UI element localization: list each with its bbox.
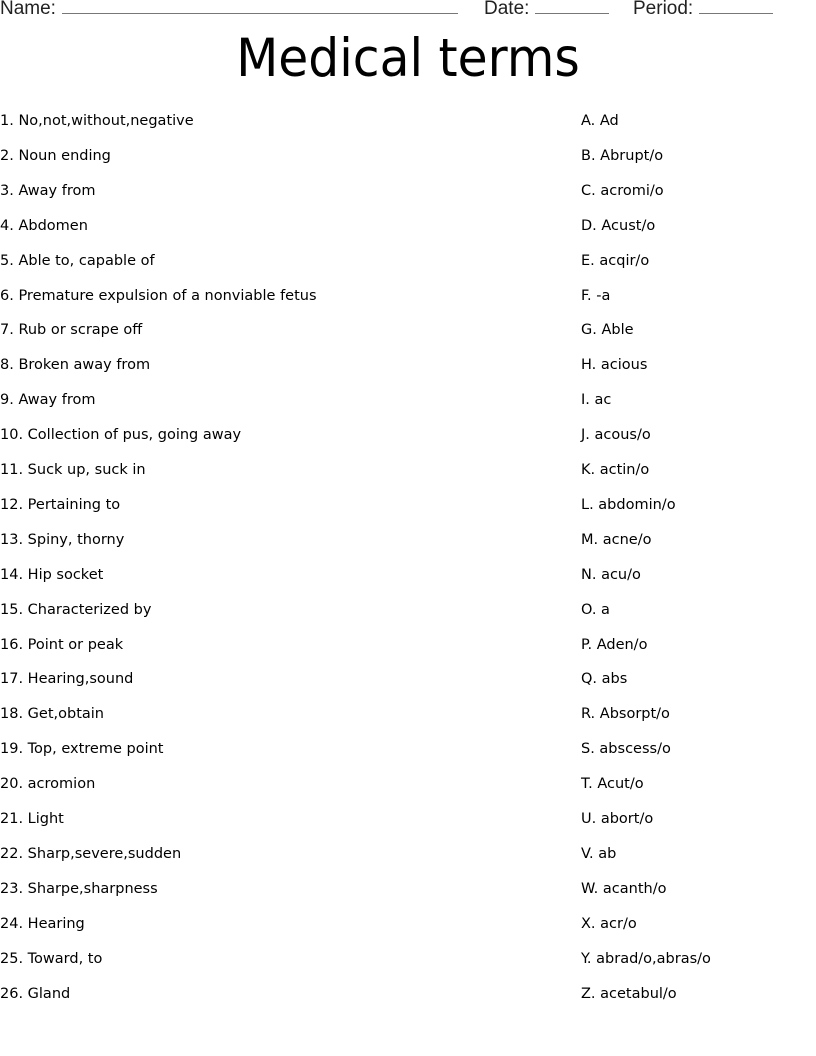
answer-item: U. abort/o (581, 811, 654, 827)
clue-item: 18. Get,obtain (0, 706, 104, 723)
answer-item: E. acqir/o (581, 252, 650, 269)
clue-item: 21. Light (0, 811, 64, 827)
answer-item: T. Acut/o (581, 776, 644, 793)
answer-item: F. -a (581, 287, 611, 304)
clue-item: 16. Point or peak (0, 636, 124, 653)
clue-item: 7. Rub or scrape off (0, 322, 143, 339)
answer-item: G. Able (581, 322, 634, 339)
clue-item: 24. Hearing (0, 915, 85, 932)
answer-item: N. acu/o (581, 566, 641, 583)
answer-item: M. acne/o (581, 531, 652, 548)
clue-item: 12. Pertaining to (0, 496, 121, 513)
period-blank[interactable] (699, 0, 773, 14)
answer-item: C. acromi/o (581, 182, 664, 199)
date-label: Date: (484, 0, 530, 19)
answer-item: P. Aden/o (581, 636, 648, 653)
name-label: Name: (0, 0, 56, 19)
date-field[interactable] (484, 0, 609, 20)
clue-item: 6. Premature expulsion of a nonviable fetus (0, 287, 317, 304)
answer-item: J. acous/o (581, 427, 651, 444)
period-label: Period: (633, 0, 694, 19)
name-blank[interactable] (62, 0, 458, 14)
answer-item: R. Absorpt/o (581, 706, 670, 723)
clue-item: 26. Gland (0, 985, 71, 1002)
answer-item: W. acanth/o (581, 880, 667, 897)
answer-item: D. Acust/o (581, 217, 656, 234)
clue-item: 14. Hip socket (0, 566, 104, 583)
answer-item: V. ab (581, 845, 617, 862)
clue-item: 23. Sharpe,sharpness (0, 880, 158, 897)
clue-item: 13. Spiny, thorny (0, 531, 125, 548)
answer-item: H. acious (581, 357, 648, 374)
clue-item: 2. Noun ending (0, 147, 111, 164)
clue-item: 11. Suck up, suck in (0, 462, 146, 478)
answer-item: B. Abrupt/o (581, 147, 664, 164)
answer-item: Z. acetabul/o (581, 985, 677, 1002)
name-field[interactable] (0, 0, 458, 20)
clue-item: 15. Characterized by (0, 601, 152, 618)
clue-item: 8. Broken away from (0, 357, 151, 374)
answer-item: Q. abs (581, 671, 628, 688)
clue-item: 3. Away from (0, 182, 96, 199)
answer-item: L. abdomin/o (581, 496, 676, 513)
date-blank[interactable] (535, 0, 609, 14)
answer-item: K. actin/o (581, 462, 650, 478)
clue-item: 4. Abdomen (0, 217, 88, 234)
clue-item: 9. Away from (0, 392, 96, 409)
clue-item: 22. Sharp,severe,sudden (0, 845, 182, 862)
answer-item: X. acr/o (581, 915, 637, 932)
clue-item: 20. acromion (0, 776, 96, 793)
clue-item: 5. Able to, capable of (0, 252, 155, 269)
answer-item: A. Ad (581, 113, 619, 129)
clue-item: 10. Collection of pus, going away (0, 427, 242, 444)
answer-item: Y. abrad/o,abras/o (581, 950, 711, 967)
answer-item: I. ac (581, 392, 612, 409)
page-title: Medical terms (236, 28, 580, 89)
clue-item: 17. Hearing,sound (0, 671, 134, 688)
answer-item: S. abscess/o (581, 741, 671, 758)
clue-item: 1. No,not,without,negative (0, 113, 194, 129)
clue-item: 19. Top, extreme point (0, 741, 164, 758)
clue-item: 25. Toward, to (0, 950, 103, 967)
answer-item: O. a (581, 601, 610, 618)
period-field[interactable] (633, 0, 773, 20)
